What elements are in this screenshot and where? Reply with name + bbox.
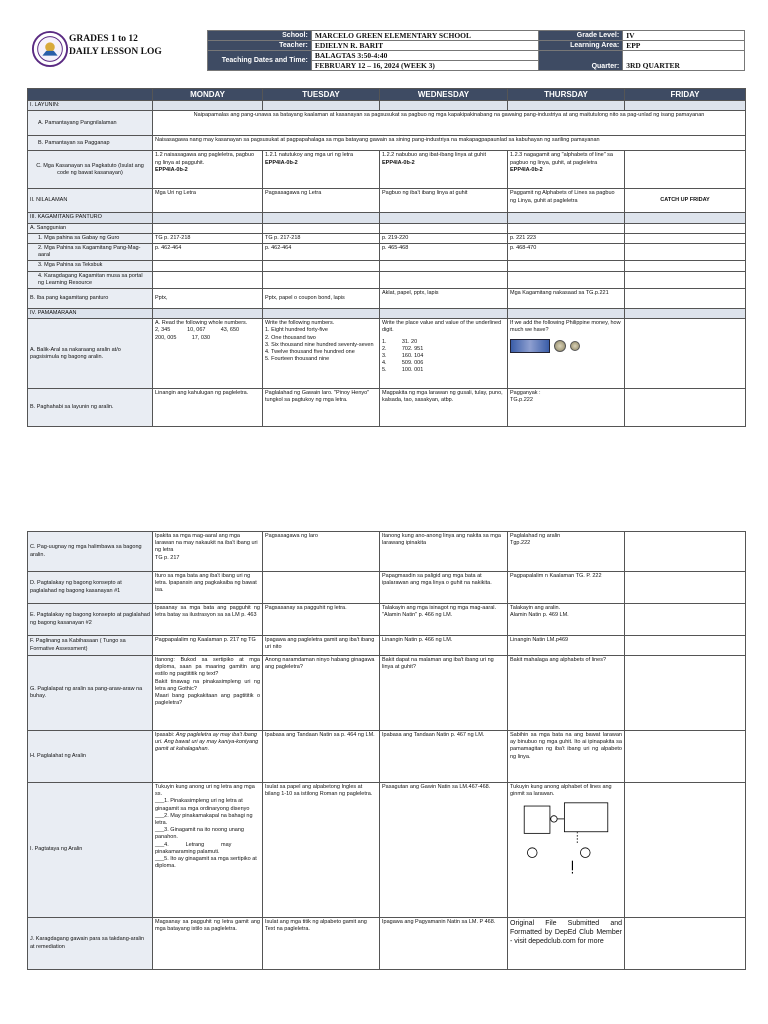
cell: [625, 151, 746, 189]
cell-line: 2. One thousand two: [265, 334, 316, 341]
grade-label: Grade Level:: [539, 31, 623, 41]
row-label: G. Paglalapat ng aralin sa pang-araw-araw na buhay.: [28, 656, 153, 731]
cell-text: Tgp.222: [510, 540, 531, 547]
cell: [153, 532, 263, 572]
cell: p. 462-464: [263, 244, 380, 261]
quarter-value: 3RD QUARTER: [623, 51, 745, 71]
cell: [153, 319, 263, 389]
cell: Itanong kung ano-anong linya ang nakita sa mga larawang ipinakita: [380, 532, 508, 572]
cell-text: If we add the following Philippine money, how much we have?: [510, 320, 621, 334]
cell: [153, 151, 263, 189]
row-label: B. Pamantayan sa Pagganap: [28, 136, 153, 151]
cell: p. 462-464: [153, 244, 263, 261]
table-row: [28, 918, 746, 970]
cell: Ituro sa mga bata ang iba't ibang uri ng letra. Ipapansin ang pagkakaiba ng bawat isa.: [153, 572, 263, 604]
cell: Isulat ang mga titik ng alpabeto gamit ang Text na pagleletra.: [263, 918, 380, 970]
cell: Pagpapalalim n Kaalaman TG. P. 222: [508, 572, 625, 604]
cell: Aklat, papel, pptx, lapis: [380, 289, 508, 309]
row-label: J. Karagdagang gawain para sa takdang-aralin at remediation: [28, 918, 153, 970]
cell: p. 221 223: [508, 233, 625, 243]
lesson-log-page-1: [27, 28, 745, 427]
header: [27, 28, 745, 80]
cell-code: EPP4IA-0b-2: [510, 166, 543, 173]
dates-value: FEBRUARY 12 – 16, 2024 (WEEK 3): [311, 61, 539, 71]
cell-text: 1.2.3 nagagamit ang "alphabets of line" sa pagbuo ng linya, guhit, at pagleletra: [510, 152, 613, 166]
cell: Talakayin ang mga isinagot ng mga mag-aaral. "Alamin Natin" p. 466 ng LM.: [380, 604, 508, 636]
table-row: [28, 223, 746, 233]
table-row: [28, 289, 746, 309]
cell: Magsanay sa pagguhit ng letra gamit ang mga batayang istilo sa pagleletra.: [153, 918, 263, 970]
grade-value: IV: [623, 31, 745, 41]
row-label: II. NILALAMAN: [28, 189, 153, 213]
cell-text: 2, 345 10, 067 43, 650: [155, 327, 240, 334]
cell: [508, 319, 625, 389]
table-row: [28, 111, 746, 136]
table-row: [28, 319, 746, 389]
cell: Pasagutan ang Gawin Natin sa LM.467-468.: [380, 783, 508, 918]
time-value: BALAGTAS 3:50-4:40: [311, 51, 539, 61]
day-header-row: [28, 89, 746, 101]
peso-coin-icon: [554, 340, 566, 352]
table-row: [28, 731, 746, 783]
cell: p. 468-470: [508, 244, 625, 261]
cell: Mga Kagamitang nakasaad sa TG.p.221: [508, 289, 625, 309]
area-label: Learning Area:: [539, 41, 623, 51]
cell-line: Tukuyin kung anong uri ng letra ang mga ss.: [155, 784, 255, 798]
peso-coin-icon: [570, 341, 580, 351]
row-label: I. Pagtataya ng Aralin: [28, 783, 153, 918]
cell-text: Alamin Natin p. 469 LM.: [510, 612, 569, 619]
cell-line: Write the following numbers.: [265, 320, 335, 327]
cell: Linangin ang kahulugan ng pagleletra.: [153, 389, 263, 427]
cell: Pptx,: [153, 289, 263, 309]
page-title: [69, 33, 162, 59]
cell: Ipabasa ang Tandaan Natin p. 467 ng LM.: [380, 731, 508, 783]
dates-label: Teaching Dates and Time:: [208, 51, 312, 71]
row-label: B. Paghahabi sa layunin ng aralin.: [28, 389, 153, 427]
cell-text: 1.2.2 nabubuo ang ibat-ibang linya at guhit: [382, 152, 486, 159]
cell: [153, 783, 263, 918]
cell: Mga Uri ng Letra: [153, 189, 263, 213]
cell-line: ___5. Ito ay ginagamit sa mga sertipiko at diploma.: [155, 856, 257, 870]
cell-text: Itanong: Bukod sa sertipiko at mga diploma, saan pa maaring gamitin ang estilo ng pagtititik ng text?: [155, 657, 260, 678]
cell: Linangin Natin LM.p469: [508, 636, 625, 656]
cell: Ipagawa ang Pagyamanin Natin sa LM. P 468.: [380, 918, 508, 970]
cell-code: EPP4IA-0b-2: [382, 159, 415, 166]
title-line-2: DAILY LESSON LOG: [69, 47, 162, 57]
cell: [153, 731, 263, 783]
cell: Pagsasagawa ng laro: [263, 532, 380, 572]
cell-code: EPP4IA-0b-2: [265, 159, 298, 166]
row-label: H. Paglalahat ng Aralin: [28, 731, 153, 783]
section-pamamaraan: IV. PAMAMARAAN: [28, 309, 153, 319]
cell: [153, 656, 263, 731]
table-row: [28, 389, 746, 427]
cell: p. 465-468: [380, 244, 508, 261]
day-tuesday: TUESDAY: [263, 89, 380, 101]
table-row: [28, 213, 746, 223]
cell: Bakit dapat na malaman ang iba't ibang uri ng linya at guhit?: [380, 656, 508, 731]
cell-line: ___4. Letrang may pinakamaraming palamuti.: [155, 841, 233, 855]
cell: Ipasanay sa mga bata ang pagguhit ng letra batay sa ilustrasyon sa sa LM p. 463: [153, 604, 263, 636]
table-row: [28, 636, 746, 656]
row-label: D. Pagtalakay ng bagong konsepto at paglalahad ng bagong kasanayan #1: [28, 572, 153, 604]
cell-text: Bakit tinawag na pinakasimpleng uri ng letra ang Gothic?: [155, 678, 260, 692]
cell: [263, 151, 380, 189]
cell: [508, 783, 625, 918]
cell: Paggamit ng Alphabets of Lines sa pagbuo ng Linya, guhit at pagleletra: [508, 189, 625, 213]
cell: TG p. 217-218: [263, 233, 380, 243]
cell-text: Write the place value and value of the underlined digit.: [382, 320, 502, 334]
school-value: MARCELO GREEN ELEMENTARY SCHOOL: [311, 31, 539, 41]
day-wednesday: WEDNESDAY: [380, 89, 508, 101]
cell: [380, 151, 508, 189]
cell-line: 3. 160. 104: [382, 353, 424, 360]
alphabet-of-lines-drawing: [510, 798, 622, 888]
cell-text: 200, 005 17, 030: [155, 334, 211, 341]
table-row: [28, 656, 746, 731]
table-row: [28, 604, 746, 636]
cell: Pagsasagawa ng Letra: [263, 189, 380, 213]
cell: [508, 151, 625, 189]
school-label: School:: [208, 31, 312, 41]
table-row: [28, 189, 746, 213]
day-thursday: THURSDAY: [508, 89, 625, 101]
cell-line: ___1. Pinakasimpleng uri ng letra at ginagamit sa mga ordinaryong disenyo: [155, 798, 250, 812]
cell: CATCH UP FRIDAY: [625, 189, 746, 213]
cell-line: 4. Twelve thousand five hundred one: [265, 349, 355, 356]
cell-text: Pagganyak :: [510, 390, 541, 397]
cell-line: 5. 100. 001: [382, 367, 424, 374]
teacher-value: EDIELYN R. BARIT: [311, 41, 539, 51]
table-row: [28, 233, 746, 243]
cell-text: 1.2 naisasagawa ang pagleletra, pagbuo ng linya at pagguhit.: [155, 152, 255, 166]
money-images: [510, 339, 622, 353]
cell-text: Talakayin ang aralin.: [510, 605, 561, 611]
cell: [508, 532, 625, 572]
cell: Sabihin sa mga bata na ang bawat larawan ay binubuo ng mga guhit. Ito ai ipinapakita sa pamamagitan ng iba't ibang uri ng alpabeto ng linya.: [508, 731, 625, 783]
row-label: A. Balik-Aral sa nakaraang aralin at/o pagsisimula ng bagong aralin.: [28, 319, 153, 389]
cell-text: Ipasabi:: [155, 732, 176, 738]
cell: Pagsasanay sa pagguhit ng letra.: [263, 604, 380, 636]
cell: Pagpapalalim ng Kaalaman p. 217 ng TG: [153, 636, 263, 656]
cell: [508, 604, 625, 636]
row-label: 4. Karagdagang Kagamitan musa sa portal ng Learning Resource: [28, 271, 153, 288]
row-label: 3. Mga Pahina sa Teksbuk: [28, 261, 153, 271]
cell: Pagbuo ng iba't ibang linya at guhit: [380, 189, 508, 213]
table-row: [28, 783, 746, 918]
cell: Magpakita ng mga larawan ng gusali, tulay, puno, kalsada, tao, sasakyan, atbp.: [380, 389, 508, 427]
cell-text: 1.2.1 natutukoy ang mga uri ng letra: [265, 152, 354, 159]
row-label: B. Iba pang kagamitang panturo: [28, 289, 153, 309]
cell: Linangin Natin p. 466 ng LM.: [380, 636, 508, 656]
cell-text: Ang pagleletra ay may iba't ibang uri. Ang bawat uri ay may kaniya-koniyang gamit at kahalagahan.: [155, 732, 259, 753]
cell-line: 1. Eight hundred forty-five: [265, 327, 328, 334]
row-text: Naipapamalas ang pang-unawa sa batayang kaalaman at kasanayan sa pagsusukat sa pagbuo ng mga kapakipakinabang na gawaing pang-industriya at ang maitutulong nito sa pag-unlad ng isang pamayanan: [153, 111, 746, 136]
table-row: [28, 572, 746, 604]
peso-bill-icon: [510, 339, 550, 353]
section-kagamitan: III. KAGAMITANG PANTURO: [28, 213, 153, 223]
cell-text: Tukuyin kung anong alphabet of lines ang ginmit sa larawan.: [510, 784, 612, 798]
row-label: 1. Mga pahina sa Gabay ng Guro: [28, 233, 153, 243]
cell-text: Paglalahad ng aralin: [510, 533, 561, 539]
cell: Pptx, papel o coupon bond, lapis: [263, 289, 380, 309]
cell: Anong naramdaman ninyo habang ginagawa ang pagleletra?: [263, 656, 380, 731]
table-row: [28, 271, 746, 288]
day-friday: FRIDAY: [625, 89, 746, 101]
table-row: [28, 244, 746, 261]
deped-seal-icon: [31, 30, 69, 68]
cell: Bakit mahalaga ang alphabets of lines?: [508, 656, 625, 731]
day-monday: MONDAY: [153, 89, 263, 101]
cell: Ipabasa ang Tandaan Natin sa p. 464 ng LM.: [263, 731, 380, 783]
cell-text: Maari bang pagkakitaan ang pagtititik o pagleletra?: [155, 693, 260, 707]
cell: Ipagawa ang pagleletra gamit ang iba't ibang uri nito: [263, 636, 380, 656]
row-label: C. Pag-uugnay ng mga halimbawa sa bagong aralin.: [28, 532, 153, 572]
cell-line: 5. Fourteen thousand nine: [265, 356, 330, 363]
row-label: A. Pamantayang Pangnilalaman: [28, 111, 153, 136]
header-info-table: [207, 30, 745, 71]
table-row: [28, 101, 746, 111]
lesson-log-page-2: [27, 531, 745, 970]
cell-line: ___2. May pinakamakapal na bahagi ng letra.: [155, 812, 253, 827]
row-label: C. Mga Kasanayan sa Pagkatuto (Isulat ang code ng bawat kasanayan): [28, 151, 153, 189]
cell: Isulat sa papel ang alpabetong Ingles at bilang 1-10 sa istilong Roman ng pagleletra.: [263, 783, 380, 918]
row-label: A. Sanggunian: [28, 223, 153, 233]
row-text: Naisasagawa nang may kasanayan sa pagsusukat at pagpapahalaga sa mga batayang gawain sa sining pang-industriya na makapagpapaunlad sa kabuhayan ng sariling pamayanan: [153, 136, 746, 151]
cell-line: ___3. Ginagamit na ito noong unang panahon.: [155, 827, 244, 841]
table-row: [28, 261, 746, 271]
cell-line: 4. 509. 006: [382, 360, 424, 367]
row-label: E. Pagtalakay ng bagong konsepto at paglalahad ng bagong kasanayan #2: [28, 604, 153, 636]
cell: [263, 319, 380, 389]
table-row: [28, 136, 746, 151]
cell-text: Ipakita sa mga mag-aaral ang mga larawan na may nakaukit na iba't ibang uri ng letra: [155, 533, 258, 554]
teacher-label: Teacher:: [208, 41, 312, 51]
area-value: EPP: [623, 41, 745, 51]
quarter-label: Quarter:: [539, 51, 623, 71]
table-row: [28, 309, 746, 319]
cell-line: 1. 31. 20: [382, 338, 418, 345]
title-line-1: GRADES 1 to 12: [69, 34, 138, 44]
cell: p. 219-220: [380, 233, 508, 243]
cell: Paglalahad ng Gawain laro. "Pinoy Henyo" tungkol sa pagtukoy ng mga letra.: [263, 389, 380, 427]
lesson-table-2: [27, 531, 746, 970]
cell-line: 2. 702. 951: [382, 345, 424, 352]
section-layunin: I. LAYUNIN:: [28, 101, 153, 111]
cell: [508, 389, 625, 427]
cell-text: TG p. 217: [155, 554, 180, 561]
cell: TG p. 217-218: [153, 233, 263, 243]
corner-cell: [28, 89, 153, 101]
row-label: 2. Mga Pahina sa Kagamitang Pang-Mag-aaral: [28, 244, 153, 261]
cell-code: EPP4IA-0b-2: [155, 166, 188, 173]
lesson-table-1: [27, 88, 746, 427]
cell: Papagmasdin sa paligid ang mga bata at ipalarawan ang mga linya o guhit na nakikita.: [380, 572, 508, 604]
cell-text: A. Read the following whole numbers.: [155, 320, 248, 327]
cell: [380, 319, 508, 389]
cell: Original File Submitted and Formatted by DepEd Club Member - visit depedclub.com for more: [508, 918, 625, 970]
cell-text: TG.p.222: [510, 397, 533, 404]
table-row: [28, 151, 746, 189]
cell-line: 3. Six thousand nine hundred seventy-seven: [265, 341, 374, 348]
table-row: [28, 532, 746, 572]
row-label: F. Paglinang sa Kabihasaan ( Tungo sa Formative Assessment): [28, 636, 153, 656]
